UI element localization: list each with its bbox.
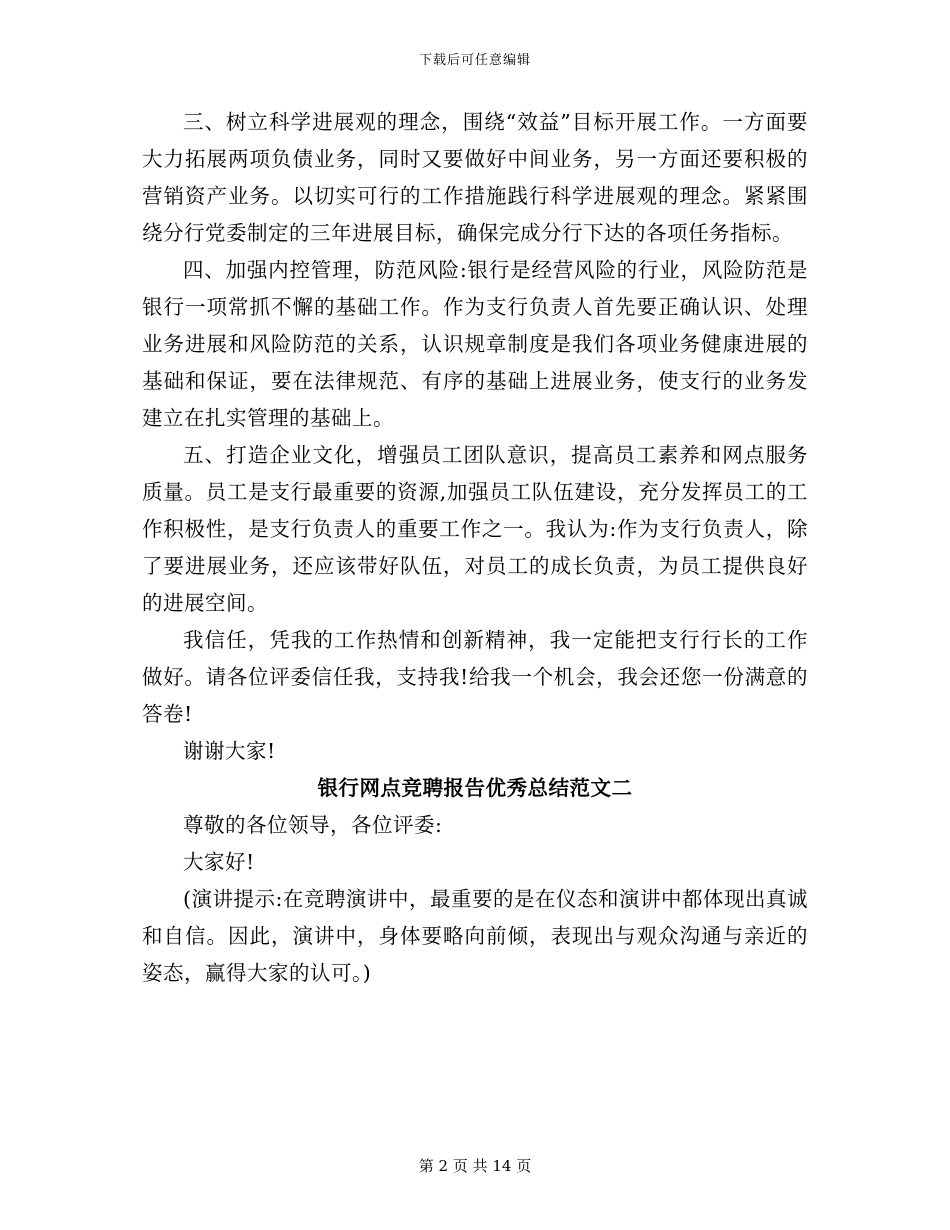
paragraph-speech-tip: (演讲提示:在竞聘演讲中，最重要的是在仪态和演讲中都体现出真诚和自信。因此，演讲中，身体要略向前倾，表现出与观众沟通与亲近的姿态，赢得大家的认可。) [142,887,808,985]
paragraph-thanks: 谢谢大家! [183,739,276,763]
page-header: 下载后可任意编辑 [418,53,531,68]
document-body [142,104,808,992]
paragraph-greeting: 大家好! [183,850,255,874]
section-title: 银行网点竞聘报告优秀总结范文二 [317,776,633,800]
paragraph-item-four: 四、加强内控管理，防范风险:银行是经营风险的行业，风险防范是银行一项常抓不懈的基础工作。作为支行负责人首先要正确认识、处理业务进展和风险防范的关系，认识规章制度是我们各项业务健康进展的基础和保证，要在法律规范、有序的基础上进展业务，使支行的业务发建立在扎实管理的基础上。 [142,258,808,430]
paragraph-closing-statement: 我信任，凭我的工作热情和创新精神，我一定能把支行行长的工作做好。请各位评委信任我，支持我!给我一个机会，我会还您一份满意的答卷! [142,628,808,726]
paragraph-item-three: 三、树立科学进展观的理念，围绕“效益”目标开展工作。一方面要大力拓展两项负债业务，同时又要做好中间业务，另一方面还要积极的营销资产业务。以切实可行的工作措施践行科学进展观的理念。紧紧围绕分行党委制定的三年进展目标，确保完成分行下达的各项任务指标。 [142,110,808,245]
paragraph-salutation: 尊敬的各位领导，各位评委: [183,813,443,837]
page-footer: 第 2 页 共 14 页 [418,1157,532,1175]
paragraph-item-five: 五、打造企业文化，增强员工团队意识，提高员工素养和网点服务质量。员工是支行最重要的资源,加强员工队伍建设，充分发挥员工的工作积极性，是支行负责人的重要工作之一。我认为:作为支行负责人，除了要进展业务，还应该带好队伍，对员工的成长负责，为员工提供良好的进展空间。 [142,443,808,615]
